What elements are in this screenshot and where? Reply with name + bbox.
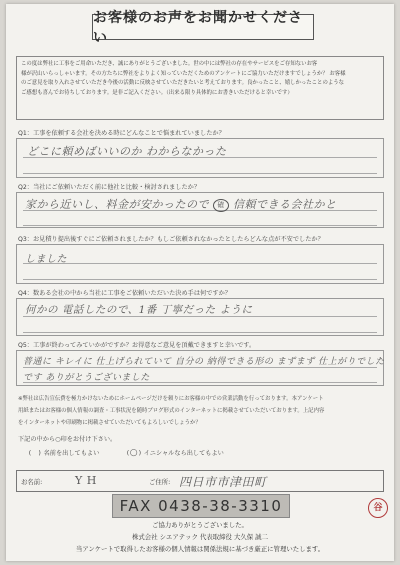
q5-answer: 普通に キレイに 仕上げられていて 自分の 納得できる形の まずまず 仕上がりでした xyxy=(23,357,385,367)
circled-mark: 確 xyxy=(213,199,229,212)
q5-answer-box xyxy=(16,350,384,386)
intro-line: のご意見を取り入れさせていただき今後の活動に反映させていただきたいと考えております。良かったこと、嬉しかったことのような xyxy=(21,80,345,87)
option-circle-mark: ○ xyxy=(129,448,139,458)
answer-rule xyxy=(23,367,377,368)
notice-line: をインターネットや印刷物に掲載させていただいてもよろしいでしょうか？ xyxy=(18,420,201,426)
notice-line: 用紙またはお客様の個人情報の調査・工事状況を随時ブログ形式のインターネットに掲載させていただいております。上記内容 xyxy=(18,408,325,414)
option-bracket: ( xyxy=(126,450,130,457)
name-label: お名前: xyxy=(21,478,43,486)
q1-answer: どこに頼めばいいのか わからなかった xyxy=(27,145,227,158)
option-initials-ok-label: イニシャルなら出してもよい xyxy=(143,450,224,457)
q3-answer-box xyxy=(16,244,384,284)
q1-answer-box xyxy=(16,138,384,178)
option-name-ok-label: 名前を出してもよい xyxy=(43,450,100,457)
q3-answer: しました xyxy=(25,254,67,265)
notice-line: ※弊社は広告宣伝費を極力かけないためにホームページだけを頼りにお客様の中での営業活動を行っております。本アンケート xyxy=(18,396,324,402)
q3-label: Q3：お見積り提出後すぐにご依頼されましたか？もしご依頼されなかったとしたらどんな点が不安でしたか？ xyxy=(18,236,324,243)
intro-box xyxy=(16,56,384,120)
q2-answer-part: 家から近いし、料金が安かったので xyxy=(25,198,209,211)
q4-label: Q4：数ある会社の中から当社に工事をご依頼いただいた決め手は何ですか？ xyxy=(18,290,231,297)
address-value: 四日市市津田町 xyxy=(179,475,267,489)
thank-you-text: ご協力ありがとうございました。 xyxy=(152,521,248,529)
q1-label: Q1：工事を依頼する会社を決める時にどんなことで悩まれていましたか？ xyxy=(18,130,225,137)
company-seal-stamp: 谷 xyxy=(368,498,388,518)
name-value: Y H xyxy=(75,474,97,487)
answer-rule xyxy=(23,279,377,280)
q2-answer-part: 信頼できる会社かと xyxy=(233,198,337,211)
page-title: お客様のお声をお聞かせください xyxy=(92,14,314,40)
option-bracket: ) xyxy=(138,450,142,457)
q2-answer xyxy=(25,196,337,212)
intro-line: 様が沢山いらっしゃいます。その方たちに弊社をよりよく知っていただくためのアンケートにご協力いただけますでしょうか？ お客様 xyxy=(21,70,346,77)
option-bracket: ( ) xyxy=(28,450,42,457)
name-address-row xyxy=(16,470,384,492)
questionnaire-sheet xyxy=(6,4,394,561)
q2-label: Q2：当社にご依頼いただく前に他社と比較・検討されましたか？ xyxy=(18,184,201,191)
q4-answer-box xyxy=(16,298,384,336)
option-name-ok[interactable] xyxy=(28,448,99,457)
answer-rule xyxy=(23,225,377,226)
options-heading: 下記の中から○印をお付け下さい。 xyxy=(18,436,117,443)
intro-line: この度は弊社に工事をご用命いただき、誠にありがとうございました。世の中には弊社の存在やサービスをご存知ないお客 xyxy=(21,61,318,67)
fax-number: FAX 0438-38-3310 xyxy=(112,494,290,518)
q5-answer-line2: です ありがとうございました xyxy=(23,373,150,383)
privacy-notice: 当アンケートで取得したお客様の個人情報は関係法規に基づき厳正に管理いたします。 xyxy=(75,545,325,553)
answer-rule xyxy=(23,332,377,333)
q5-label: Q5：工事が終わってみていかがですか？お得意なご意見を頂戴できますと幸いです。 xyxy=(18,342,256,349)
address-label: ご住所: xyxy=(149,478,171,486)
company-signature: 株式会社 シエアテック 代表取締役 大久保 誠二 xyxy=(132,533,268,541)
answer-rule xyxy=(23,173,377,174)
q4-answer: 何かの 電話したので、1番 丁寧だった ように xyxy=(25,304,253,316)
q2-answer-box xyxy=(16,192,384,228)
answer-rule xyxy=(23,263,377,264)
option-initials-ok[interactable] xyxy=(126,448,224,458)
intro-line: ご感想も喜んでお待ちしております。是非ご記入ください。（出来る限り具体的にお書きいただけると幸いです） xyxy=(21,89,293,96)
